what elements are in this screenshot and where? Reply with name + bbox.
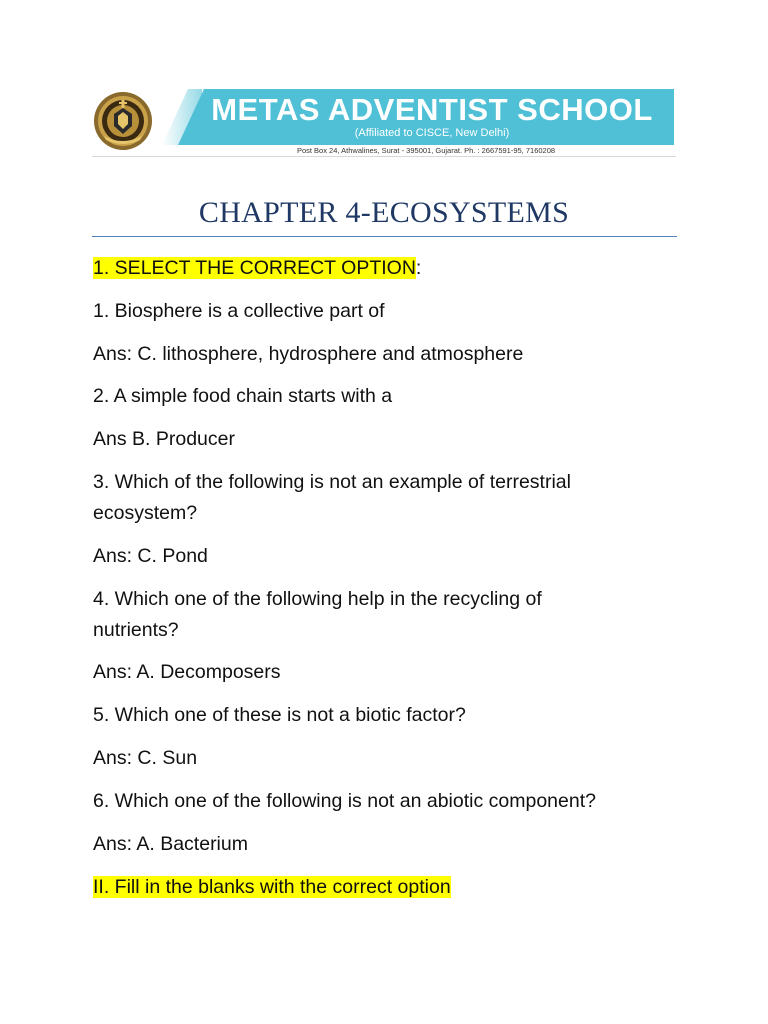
letterhead-divider — [92, 156, 676, 157]
section-heading-1-colon: : — [415, 257, 422, 279]
question-2: 2. A simple food chain starts with a — [93, 385, 393, 407]
school-crest-icon — [92, 90, 154, 152]
school-letterhead — [92, 86, 676, 158]
section-heading-1 — [93, 253, 683, 284]
answer-5: Ans: C. Sun — [93, 747, 198, 769]
section-heading-2 — [93, 872, 683, 903]
school-name: METAS ADVENTIST SCHOOL — [211, 92, 653, 127]
chapter-title: CHAPTER 4-ECOSYSTEMS — [198, 196, 570, 229]
answer-3: Ans: C. Pond — [93, 545, 208, 567]
question-4: 4. Which one of the following help in the recycling of nutrients? — [93, 588, 542, 641]
answer-2: Ans B. Producer — [93, 428, 235, 450]
question-5: 5. Which one of these is not a biotic factor? — [93, 704, 466, 726]
school-affiliation: (Affiliated to CISCE, New Delhi) — [354, 127, 510, 139]
answer-4: Ans: A. Decomposers — [93, 661, 281, 683]
answer-1: Ans: C. lithosphere, hydrosphere and atmosphere — [93, 343, 524, 365]
question-1: 1. Biosphere is a collective part of — [93, 300, 385, 322]
question-3: 3. Which of the following is not an example of terrestrial ecosystem? — [93, 471, 571, 524]
section-heading-1-text: 1. SELECT THE CORRECT OPTION — [93, 257, 416, 279]
question-6: 6. Which one of the following is not an abiotic component? — [93, 790, 596, 812]
answer-6: Ans: A. Bacterium — [93, 833, 248, 855]
section-heading-2-text: II. Fill in the blanks with the correct option — [93, 876, 451, 898]
title-divider — [92, 236, 677, 237]
school-address: Post Box 24, Athwalines, Surat - 395001, Gujarat. Ph. : 2667591-95, 7160208 — [296, 146, 556, 155]
